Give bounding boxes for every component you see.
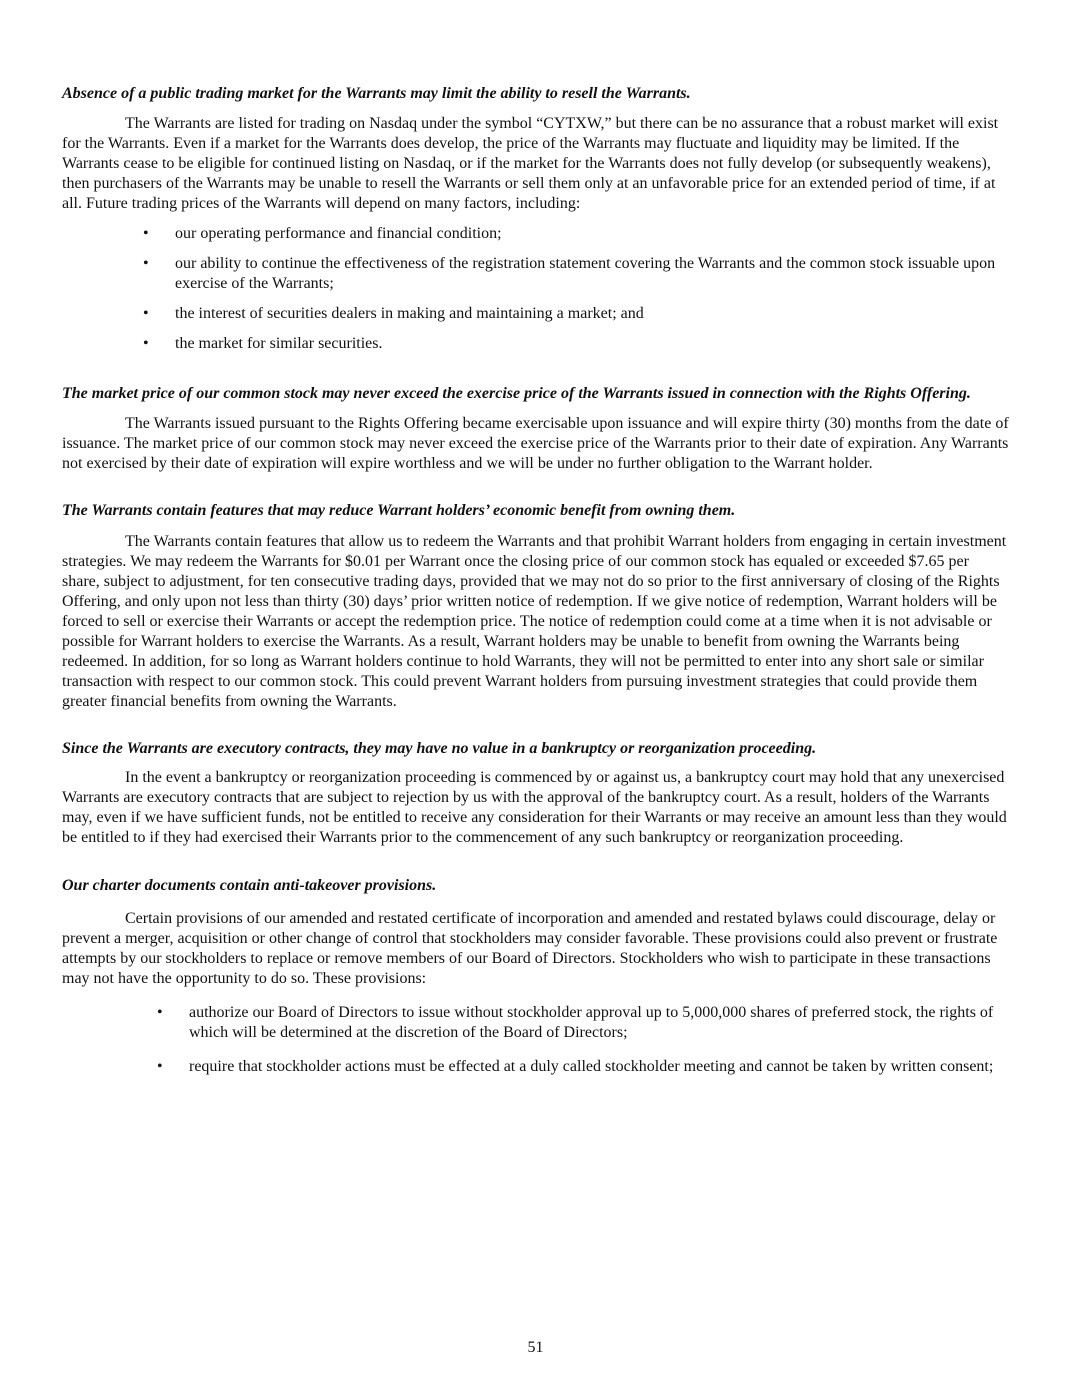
section-paragraph: The Warrants are listed for trading on Nasdaq under the symbol “CYTXW,” but there can be no assurance that a robust market will exist for the Warrants. Even if a market for the Warrants does develop, the price of the Warrants may fluctuate and liquidity may be limited. If the Warrants cease to be eligible for continued listing on Nasdaq, or if the market for the Warrants does not fully develop (or subsequently weakens), then purchasers of the Warrants may be unable to resell the Warrants or sell them only at an unfavorable price for an extended period of time, if at all. Future trading prices of the Warrants will depend on many factors, including:: [62, 115, 999, 212]
bullet-icon: •: [143, 255, 149, 272]
section-redemption-features: [62, 501, 1010, 712]
list-item: • authorize our Board of Directors to issue without stockholder approval up to 5,000,000 shares of preferred stock, the rights of which will be determined at the discretion of the Board of Directors;: [157, 1004, 994, 1041]
section-paragraph: The Warrants contain features that allow us to redeem the Warrants and that prohibit Warrant holders from engaging in certain investment strategies. We may redeem the Warrants for $0.01 per Warrant once the closing price of our common stock has equaled or exceeded $7.65 per share, subject to adjustment, for ten consecutive trading days, provided that we may not do so prior to the first anniversary of closing of the Rights Offering, and only upon not less than thirty (30) days’ prior written notice of redemption. If we give notice of redemption, Warrant holders will be forced to sell or exercise their Warrants or accept the redemption price. The notice of redemption could come at a time when it is not advisable or possible for Warrant holders to exercise the Warrants. As a result, Warrant holders may be unable to benefit from owning the Warrants being redeemed. In addition, for so long as Warrant holders continue to hold Warrants, they will not be permitted to enter into any short sale or similar transaction with respect to our common stock. This could prevent Warrant holders from pursuing investment strategies that could provide them greater financial benefits from owning the Warrants.: [62, 533, 1007, 710]
section-paragraph: Certain provisions of our amended and restated certificate of incorporation and amended and restated bylaws could discourage, delay or prevent a merger, acquisition or other change of control that stockholders may consider favorable. These provisions could also prevent or frustrate attempts by our stockholders to replace or remove members of our Board of Directors. Stockholders who wish to participate in these transactions may not have the opportunity to do so. These provisions:: [62, 910, 998, 987]
bullet-list: [62, 224, 1010, 354]
bullet-icon: •: [143, 225, 149, 242]
document-page: [62, 84, 1010, 1077]
list-item: • our operating performance and financial condition;: [143, 225, 502, 242]
bullet-icon: •: [157, 1004, 163, 1021]
list-item: • our ability to continue the effectiveness of the registration statement covering the Warrants and the common stock issuable upon exercise of the Warrants;: [143, 255, 996, 292]
section-bankruptcy: [62, 739, 1010, 848]
section-heading: The market price of our common stock may never exceed the exercise price of the Warrants issued in connection with the Rights Offering.: [62, 385, 971, 402]
list-item: • require that stockholder actions must be effected at a duly called stockholder meeting and cannot be taken by written consent;: [157, 1058, 994, 1075]
section-market-price: [62, 384, 1010, 474]
bullet-icon: •: [143, 335, 149, 352]
section-heading: The Warrants contain features that may reduce Warrant holders’ economic benefit from owning them.: [62, 502, 736, 519]
section-warrant-market: [62, 84, 1010, 354]
section-heading: Our charter documents contain anti-takeover provisions.: [62, 877, 437, 894]
section-paragraph: The Warrants issued pursuant to the Rights Offering became exercisable upon issuance and will expire thirty (30) months from the date of issuance. The market price of our common stock may never exceed the exercise price of the Warrants prior to their date of expiration. Any Warrants not exercised by their date of expiration will expire worthless and we will be under no further obligation to the Warrant holder.: [62, 415, 1009, 472]
bullet-icon: •: [143, 305, 149, 322]
section-heading: Absence of a public trading market for the Warrants may limit the ability to resell the Warrants.: [62, 85, 691, 102]
page-number: 51: [527, 1339, 544, 1356]
list-item: • the market for similar securities.: [143, 335, 383, 352]
bullet-icon: •: [157, 1058, 163, 1075]
section-paragraph: In the event a bankruptcy or reorganization proceeding is commenced by or against us, a bankruptcy court may hold that any unexercised Warrants are executory contracts that are subject to rejection by us with the approval of the bankruptcy court. As a result, holders of the Warrants may, even if we have sufficient funds, not be entitled to receive any consideration for their Warrants or may receive an amount less than they would be entitled to if they had exercised their Warrants prior to the commencement of any such bankruptcy or reorganization proceeding.: [62, 769, 1007, 846]
section-anti-takeover: [62, 876, 1010, 1077]
section-heading: Since the Warrants are executory contracts, they may have no value in a bankruptcy or reorganization proceeding.: [62, 740, 817, 757]
list-item: • the interest of securities dealers in making and maintaining a market; and: [143, 305, 644, 322]
bullet-list: [62, 1003, 1010, 1077]
